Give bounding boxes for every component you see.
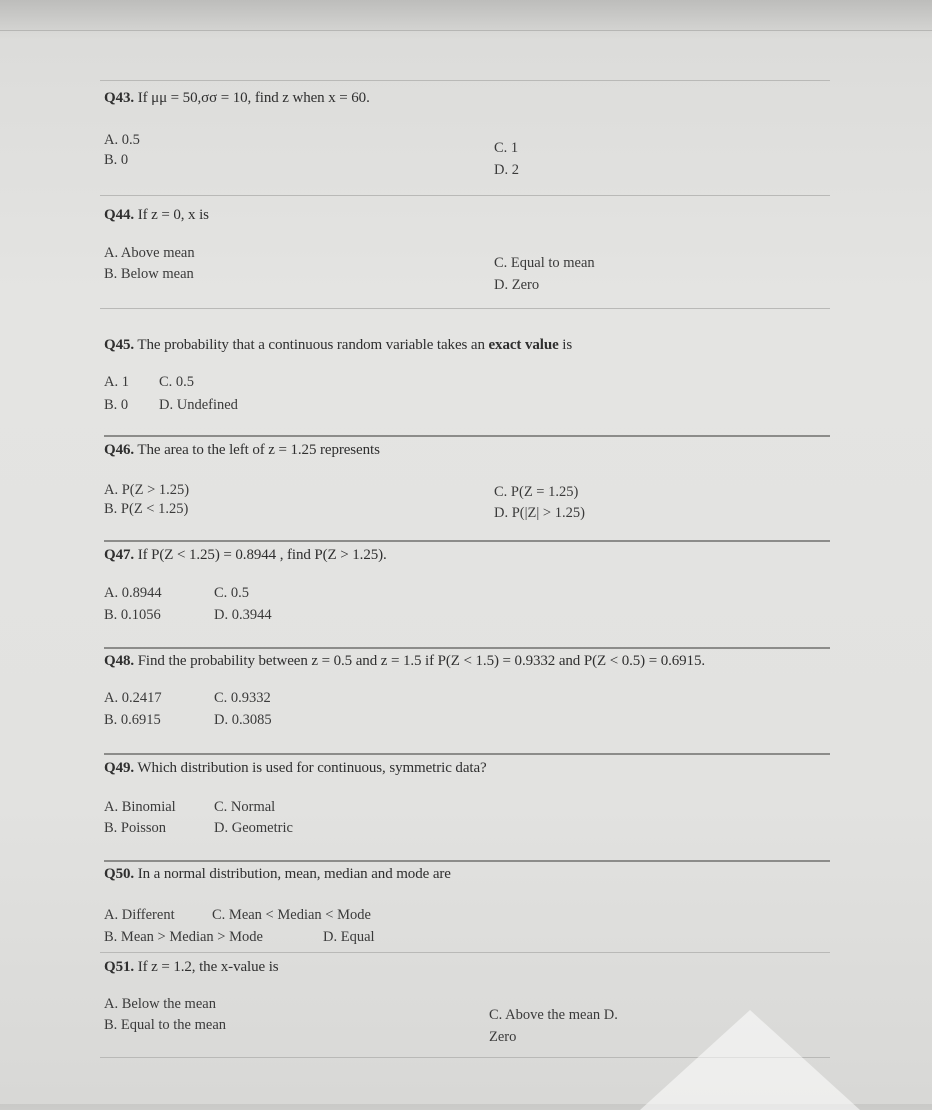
question-number: Q50. [104, 866, 135, 882]
question-text-end: is [558, 337, 573, 353]
question-43 [104, 90, 370, 107]
question-number: Q47. [104, 547, 135, 563]
option-a[interactable]: A. 0.8944 [104, 585, 162, 601]
option-c[interactable]: C. 0.5 [214, 585, 250, 601]
question-47 [104, 547, 387, 564]
question-text: Find the probability between z = 0.5 and z = 1.5 if P(Z < 1.5) = 0.9332 and P(Z < 0.5) = 0.6915. [137, 653, 706, 669]
option-d[interactable]: D. Equal [323, 929, 375, 945]
option-b[interactable]: B. P(Z < 1.25) [104, 501, 189, 517]
option-c[interactable]: C. 0.9332 [214, 690, 271, 706]
divider [100, 308, 830, 309]
light-glare [640, 1010, 860, 1110]
question-text: In a normal distribution, mean, median and mode are [137, 866, 451, 882]
option-b[interactable]: B. Below mean [104, 266, 194, 282]
option-b[interactable]: B. 0 [104, 397, 129, 413]
question-number: Q46. [104, 442, 135, 458]
option-b[interactable]: B. 0.1056 [104, 607, 161, 623]
option-c[interactable]: C. Normal [214, 799, 276, 815]
option-b[interactable]: B. Poisson [104, 820, 167, 836]
divider [104, 435, 830, 437]
option-a[interactable]: A. Binomial [104, 799, 176, 815]
option-a[interactable]: A. 0.5 [104, 132, 140, 148]
question-number: Q45. [104, 337, 135, 353]
divider [100, 195, 830, 196]
question-number: Q43. [104, 90, 135, 106]
divider [104, 647, 830, 649]
option-d[interactable]: Zero [489, 1029, 517, 1045]
question-text: Which distribution is used for continuous, symmetric data? [137, 760, 487, 776]
question-number: Q44. [104, 207, 135, 223]
option-c[interactable]: C. P(Z = 1.25) [494, 484, 579, 500]
question-44 [104, 207, 209, 224]
option-d[interactable]: D. Geometric [214, 820, 293, 836]
divider [100, 80, 830, 81]
divider [100, 952, 830, 953]
question-text: The probability that a continuous random variable takes an [137, 337, 489, 353]
question-46 [104, 442, 380, 459]
option-c[interactable]: C. 0.5 [159, 374, 195, 390]
option-a[interactable]: A. Above mean [104, 245, 195, 261]
option-b[interactable]: B. Mean > Median > Mode [104, 929, 263, 945]
option-d[interactable]: D. 0.3944 [214, 607, 272, 623]
divider [104, 753, 830, 755]
option-b[interactable]: B. Equal to the mean [104, 1017, 227, 1033]
option-d[interactable]: D. Undefined [159, 397, 238, 413]
question-text: The area to the left of z = 1.25 represents [137, 442, 380, 458]
question-45 [104, 337, 572, 354]
question-number: Q48. [104, 653, 135, 669]
option-a[interactable]: A. Below the mean [104, 996, 216, 1012]
question-number: Q51. [104, 959, 135, 975]
question-48 [104, 653, 705, 670]
question-text-emphasis: exact value [488, 337, 559, 353]
option-d[interactable]: D. Zero [494, 277, 540, 293]
option-c[interactable]: C. Mean < Median < Mode [212, 907, 371, 923]
option-b[interactable]: B. 0.6915 [104, 712, 161, 728]
question-text: If P(Z < 1.25) = 0.8944 , find P(Z > 1.25). [137, 547, 387, 563]
question-50 [104, 866, 451, 883]
option-d[interactable]: D. P(|Z| > 1.25) [494, 505, 585, 521]
question-text: If z = 1.2, the x-value is [137, 959, 279, 975]
divider [104, 540, 830, 542]
option-c[interactable]: C. Equal to mean [494, 255, 595, 271]
divider [104, 860, 830, 862]
option-a[interactable]: A. P(Z > 1.25) [104, 482, 190, 498]
option-d[interactable]: D. 2 [494, 162, 519, 178]
option-a[interactable]: A. 0.2417 [104, 690, 162, 706]
option-b[interactable]: B. 0 [104, 152, 129, 168]
question-text: If z = 0, x is [137, 207, 209, 223]
option-a[interactable]: A. Different [104, 907, 175, 923]
top-shadow-band [0, 0, 932, 31]
option-c[interactable]: C. 1 [494, 140, 519, 156]
question-49 [104, 760, 487, 777]
option-d[interactable]: D. 0.3085 [214, 712, 272, 728]
option-a[interactable]: A. 1 [104, 374, 129, 390]
option-c[interactable]: C. Above the mean D. [489, 1007, 618, 1023]
question-text: If μμ = 50,σσ = 10, find z when x = 60. [137, 90, 370, 106]
question-51 [104, 959, 279, 976]
question-number: Q49. [104, 760, 135, 776]
